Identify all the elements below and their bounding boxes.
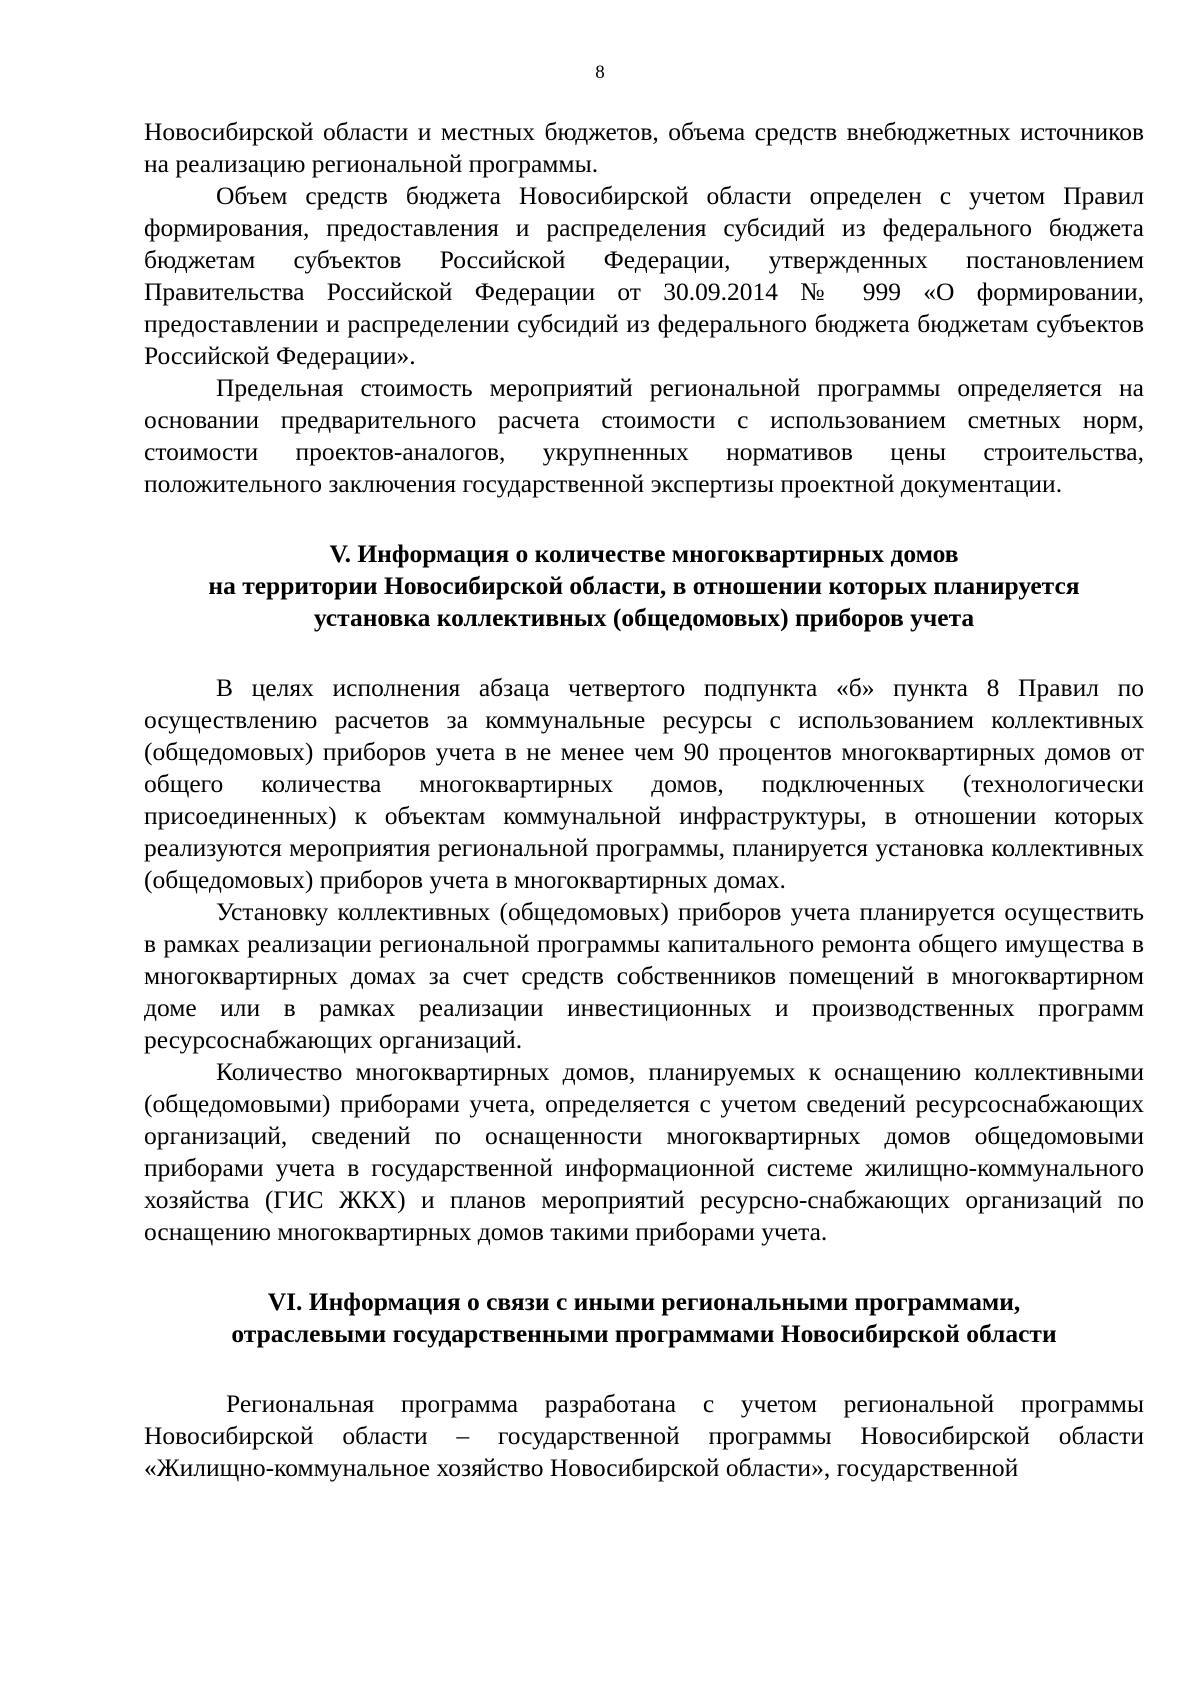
paragraph-cost-limit: Предельная стоимость мероприятий региональной программы определяется на основании предварительного расчета стоимости с использованием сметных норм, стоимости проектов-аналогов, укрупненных нормативов цены строительства, положительного заключения государственной экспертизы проектной документации. xyxy=(144,373,1144,498)
section-5-paragraph: Установку коллективных (общедомовых) приборов учета планируется осуществить в рамках реализации региональной программы капитального ремонта общего имущества в многоквартирных домах за счет средств собственников помещений в многоквартирном доме или в рамках реализации инвестиционных и производственных программ ресурсоснабжающих организаций. xyxy=(144,897,1144,1054)
section-5-heading-line: V. Информация о количестве многоквартирных домов xyxy=(329,539,959,568)
section-6-heading xyxy=(144,1286,1144,1350)
section-5-paragraph: Количество многоквартирных домов, планируемых к оснащению коллективными (общедомовыми) приборами учета, определяется с учетом сведений ресурсоснабжающих организаций, сведений по оснащенности многоквартирных домов общедомовыми приборами учета в государственной информационной системе жилищно-коммунального хозяйства (ГИС ЖКХ) и планов мероприятий ресурсно-снабжающих организаций по оснащению многоквартирных домов такими приборами учета. xyxy=(144,1057,1144,1246)
paragraph-budget-volume: Объем средств бюджета Новосибирской области определен с учетом Правил формирования, предоставления и распределения субсидий из федерального бюджета бюджетам субъектов Российской Федерации, утвержденных постановлением Правительства Российской Федерации от 30.09.2014 № 999 «О формировании, предоставлении и распределении субсидий из федерального бюджета бюджетам субъектов Российской Федерации». xyxy=(144,181,1144,370)
section-5-heading xyxy=(144,538,1144,634)
section-5-heading-line: установка коллективных (общедомовых) приборов учета xyxy=(313,603,975,632)
section-5-heading-line: на территории Новосибирской области, в отношении которых планируется xyxy=(208,571,1080,600)
section-6-paragraph: Региональная программа разработана с учетом региональной программы Новосибирской области – государственной программы Новосибирской области «Жилищно-коммунальное хозяйство Новосибирской области», государственной xyxy=(144,1389,1144,1482)
document-body xyxy=(144,116,1144,1484)
spacer xyxy=(144,1350,1144,1388)
section-6-heading-line: отраслевыми государственными программами Новосибирской области xyxy=(231,1319,1057,1348)
spacer xyxy=(144,1248,1144,1286)
section-6-heading-line: VI. Информация о связи с иными региональными программами, xyxy=(267,1287,1021,1316)
page-number: 8 xyxy=(595,62,605,83)
spacer xyxy=(144,500,1144,538)
section-5-paragraph: В целях исполнения абзаца четвертого подпункта «б» пункта 8 Правил по осуществлению расчетов за коммунальные ресурсы с использованием коллективных (общедомовых) приборов учета в не менее чем 90 процентов многоквартирных домов от общего количества многоквартирных домов, подключенных (технологически присоединенных) к объектам коммунальной инфраструктуры, в отношении которых реализуются мероприятия региональной программы, планируется установка коллективных (общедомовых) приборов учета в многоквартирных домах. xyxy=(144,673,1144,894)
paragraph-continued: Новосибирской области и местных бюджетов, объема средств внебюджетных источников на реализацию региональной программы. xyxy=(144,117,1144,178)
spacer xyxy=(144,634,1144,672)
